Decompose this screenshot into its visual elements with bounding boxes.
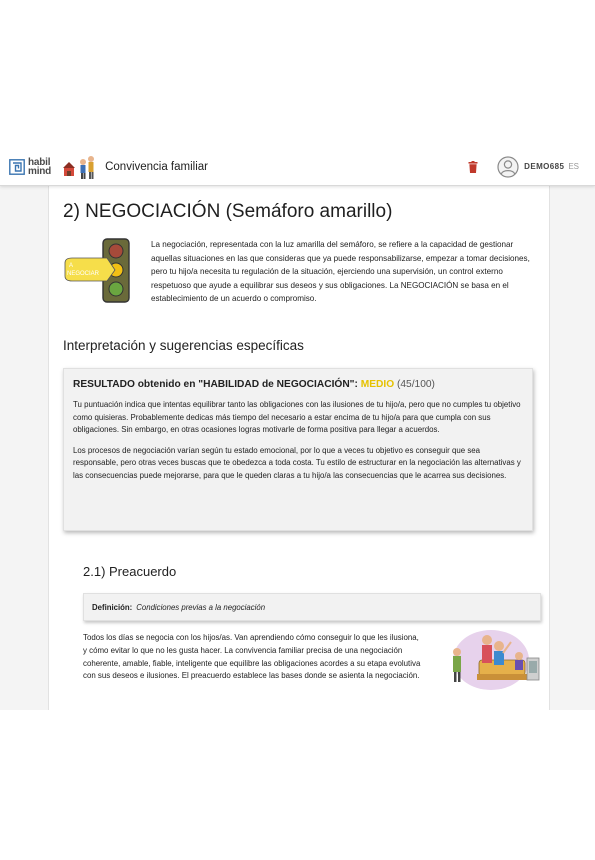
- habilmind-logo[interactable]: [9, 158, 51, 176]
- user-avatar-icon[interactable]: [497, 156, 519, 178]
- traffic-light-icon: [63, 237, 143, 305]
- app-window: [0, 148, 595, 710]
- result-box: [63, 368, 533, 531]
- definition-text: Condiciones previas a la negociación: [136, 602, 266, 612]
- family-mascot-icon: [63, 154, 97, 180]
- intro-text: La negociación, representada con la luz amarilla del semáforo, se refiere a la capacidad de gestionar aquellas situaciones en las que consideras que ya puede responsabilizarse, empezar a tomar decisiones, pero tu hijo/a necesita tu regulación de la situación, ejerciendo una supervisión, un control externo respetuoso que ayude a equilibrar sus deseos y sus obligaciones. La NEGOCIACIÓN se basa en el establecimiento de un acuerdo o compromiso.: [151, 240, 530, 303]
- user-name[interactable]: DEMO685: [524, 162, 565, 171]
- result-score: (45/100): [394, 379, 435, 390]
- section-title: Interpretación y sugerencias específicas: [63, 338, 304, 353]
- family-illustration-icon: [443, 628, 543, 694]
- app-title: Convivencia familiar: [105, 160, 208, 173]
- top-header: [0, 148, 595, 186]
- trash-icon: [468, 161, 478, 173]
- result-heading: [73, 379, 523, 390]
- traffic-sign-label-2: NEGOCIAR: [67, 271, 100, 277]
- definition-box: [83, 593, 541, 621]
- result-paragraph-1: Tu puntuación indica que intentas equilibrar tanto las obligaciones con las ilusiones de tu hijo/a, pero que no cumples tu objetivo como quisieras. Probablemente dedicas más tiempo del necesario a estar encima de tu hijo/a para que cumpla con sus obligaciones. Sin embargo, en otras ocasiones logras motivarle de forma positiva para llegar a acuerdos.: [73, 400, 521, 435]
- habilmind-logo-icon: [9, 159, 25, 175]
- page-title: 2) NEGOCIACIÓN (Semáforo amarillo): [63, 201, 393, 222]
- definition-label: Definición:: [92, 602, 133, 612]
- preacuerdo-text: Todos los días se negocia con los hijos/as. Van aprendiendo cómo conseguir lo que les ilusiona, y cómo evitar lo que no les gusta hacer. La convivencia familiar precisa de una negociación coherente, amable, fiable, inteligente que equilibre las obligaciones acordes a su etapa evolutiva con sus deseos e ilusiones. El preacuerdo establece las bases donde se asienta la negociación.: [83, 633, 421, 681]
- logo-line-1: habil: [28, 156, 51, 168]
- logo-text: [28, 158, 51, 176]
- traffic-sign-label-1: A: [69, 263, 74, 269]
- result-level: MEDIO: [360, 379, 395, 390]
- content-card: [48, 185, 550, 710]
- result-paragraph-2: Los procesos de negociación varían según tu estado emocional, por lo que a veces tu objetivo es conseguir que sea responsable, pero otras veces buscas que te obedezca a toda costa. Tu estilo de estructurar en la negociación las alternativas y las consecuencias puede mejorarse, para que le queden claras a tu hijo/a las consecuencias que le acarrea sus decisiones.: [73, 445, 521, 480]
- language-selector[interactable]: ES: [568, 162, 579, 171]
- logo-line-2: mind: [28, 165, 52, 177]
- result-heading-prefix: RESULTADO obtenido en "HABILIDAD de NEGOCIACIÓN":: [73, 379, 361, 390]
- delete-button[interactable]: [465, 158, 481, 176]
- subsection-title: 2.1) Preacuerdo: [83, 564, 177, 579]
